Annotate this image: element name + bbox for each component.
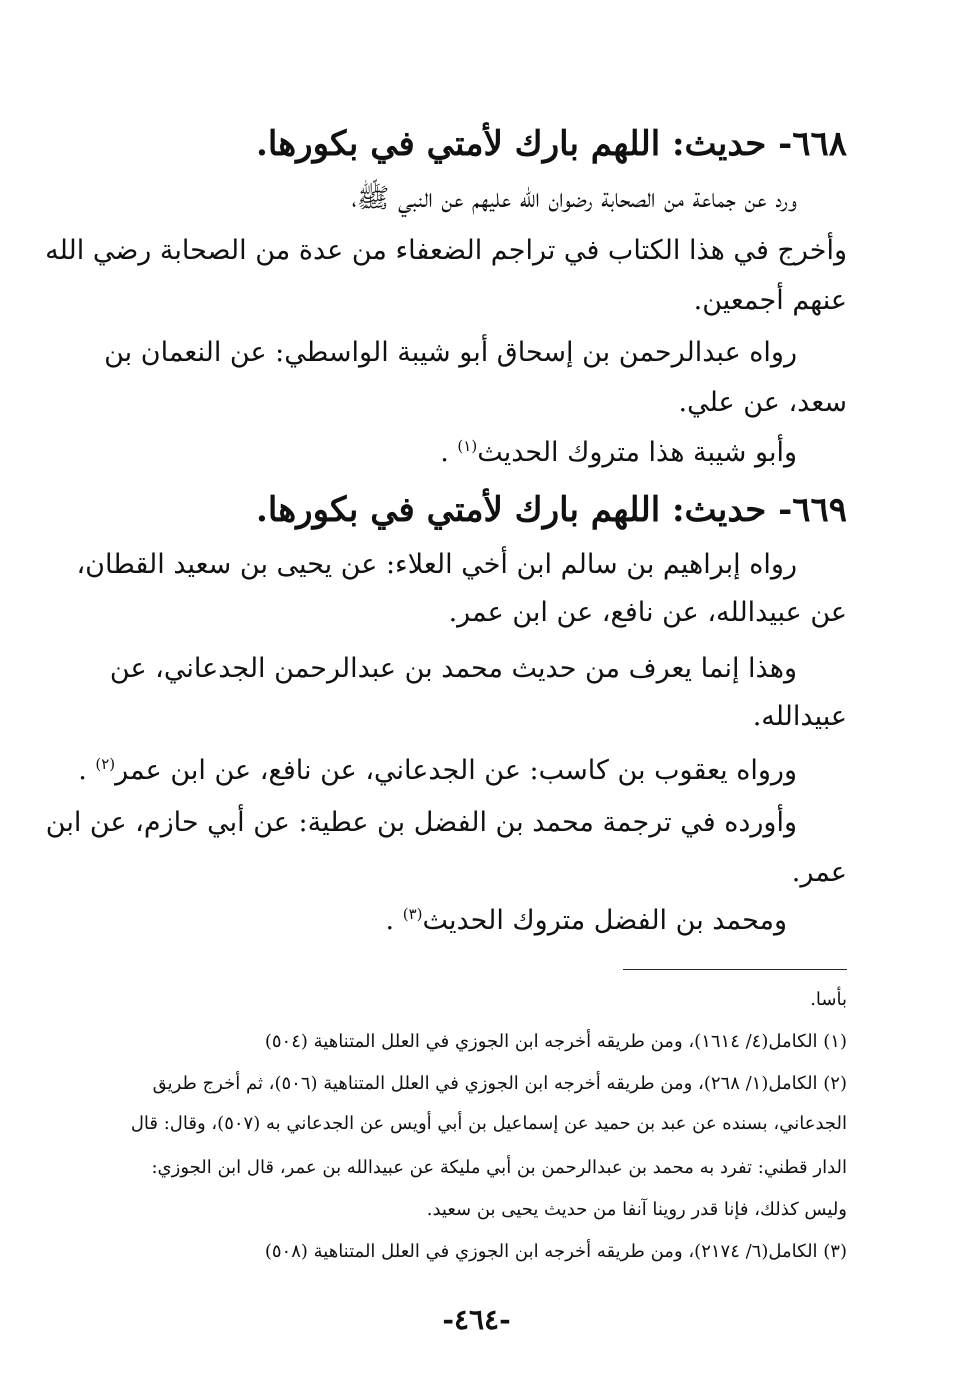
- hadith-669-p1-line1: رواه إبراهيم بن سالم ابن أخي العلاء: عن يحيى بن سعيد القطان،: [76, 549, 797, 580]
- hadith-668-p1-line1: ورد عن جماعة من الصحابة رضوان الله عليهم عن النبي ﷺ،: [351, 183, 797, 214]
- footnote-2-line1: (٢) الكامل(١/ ٢٦٨)، ومن طريقه أخرجه ابن الجوزي في العلل المتناهية (٥٠٦)، ثم أخرج طريق: [152, 1073, 847, 1094]
- hadith-669-p5-text: ومحمد بن الفضل متروك الحديث: [422, 905, 787, 936]
- footnote-2-line4: وليس كذلك، فإنا قدر روينا آنفا من حديث يحيى بن سعيد.: [426, 1199, 847, 1220]
- hadith-669-p4-line2: عمر.: [791, 857, 847, 888]
- hadith-668-heading: ٦٦٨- حديث: اللهم بارك لأمتي في بكورها.: [256, 124, 847, 164]
- footnote-divider: [623, 969, 847, 970]
- hadith-669-p2-line2: عبيدالله.: [752, 701, 847, 732]
- hadith-668-p3-end: .: [440, 437, 449, 468]
- hadith-669-p4-line1: وأورده في ترجمة محمد بن الفضل بن عطية: عن أبي حازم، عن ابن: [45, 807, 797, 838]
- footnote-1: (١) الكامل(٤/ ١٦١٤)، ومن طريقه أخرجه ابن الجوزي في العلل المتناهية (٥٠٤): [264, 1031, 847, 1052]
- footnote-ref-3: (٣): [402, 905, 423, 923]
- footnote-2-line2: الجدعاني، بسنده عن عبد بن حميد عن إسماعيل بن أبي أويس عن الجدعاني به (٥٠٧)، وقال: قال: [130, 1113, 847, 1134]
- hadith-668-p2-line2: سعد، عن علي.: [678, 387, 847, 418]
- hadith-669-p2-line1: وهذا إنما يعرف من حديث محمد بن عبدالرحمن الجدعاني، عن: [109, 653, 797, 684]
- hadith-669-p3-text: ورواه يعقوب بن كاسب: عن الجدعاني، عن نافع، عن ابن عمر: [115, 755, 797, 786]
- hadith-669-p5-end: .: [385, 905, 395, 936]
- hadith-668-p1-line3: عنهم أجمعين.: [693, 285, 847, 316]
- hadith-669-heading: ٦٦٩- حديث: اللهم بارك لأمتي في بكورها.: [256, 490, 847, 530]
- footnote-carryover: بأسا.: [810, 989, 847, 1010]
- page-number: -٤٦٤-: [442, 1303, 511, 1336]
- footnote-3: (٣) الكامل(٦/ ٢١٧٤)، ومن طريقه أخرجه ابن الجوزي في العلل المتناهية (٥٠٨): [264, 1241, 847, 1262]
- hadith-668-p2-line1: رواه عبدالرحمن بن إسحاق أبو شيبة الواسطي: عن النعمان بن: [104, 337, 797, 368]
- hadith-669-p3: [78, 754, 847, 788]
- hadith-668-p1-line2: وأخرج في هذا الكتاب في تراجم الضعفاء من عدة من الصحابة رضي الله: [45, 235, 847, 266]
- footnote-ref-2: (٢): [95, 755, 116, 773]
- footnote-ref-1: (١): [457, 437, 478, 455]
- hadith-669-p1-line2: عن عبيدالله، عن نافع، عن ابن عمر.: [448, 597, 847, 628]
- hadith-669-p5: [95, 904, 847, 938]
- footnote-2-line3: الدار قطني: تفرد به محمد بن عبدالرحمن بن أبي مليكة عن عبيدالله بن عمر، قال ابن الجوزي:: [151, 1157, 847, 1178]
- hadith-669-p3-end: .: [78, 755, 87, 786]
- hadith-668-p3-text: وأبو شيبة هذا متروك الحديث: [477, 437, 797, 468]
- hadith-668-p3: [95, 436, 847, 470]
